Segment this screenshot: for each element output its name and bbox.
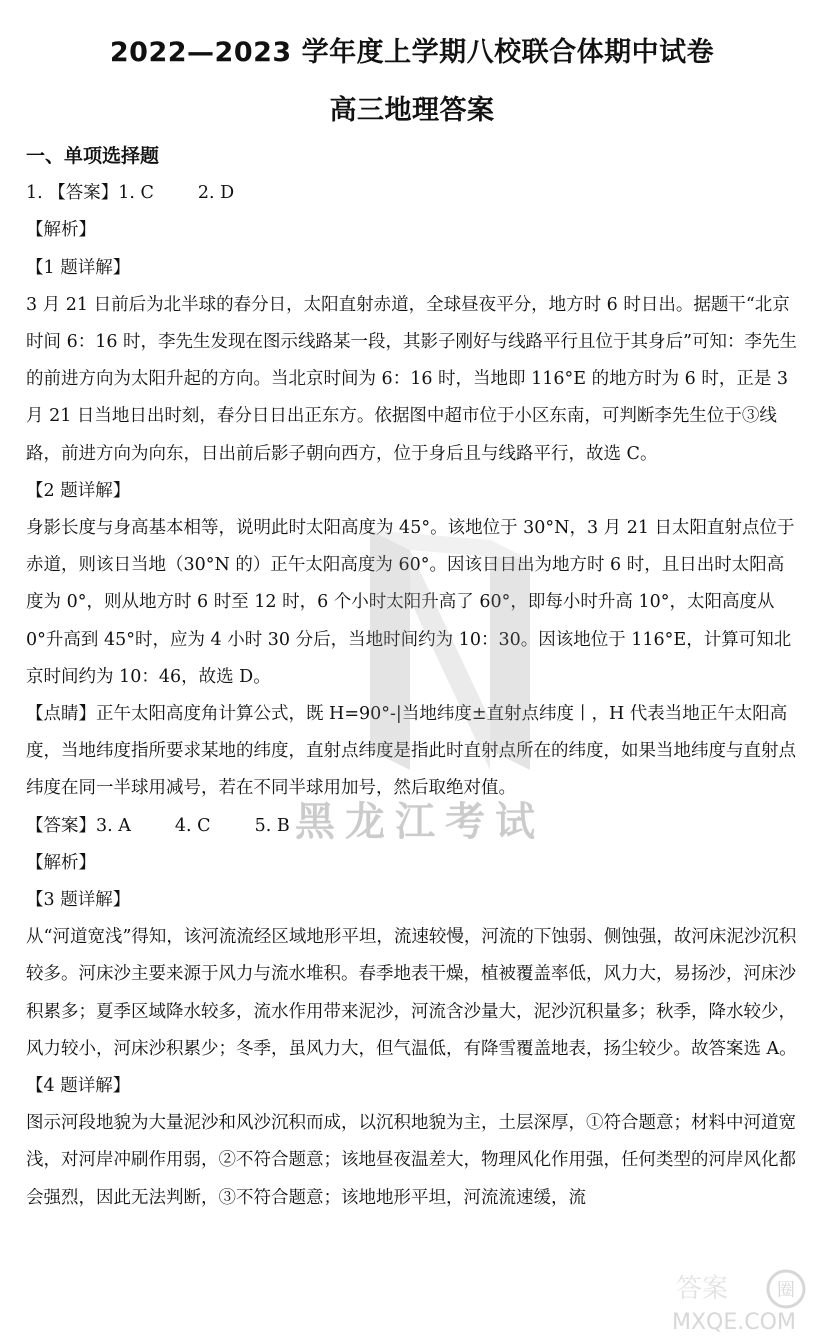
q2-detail-text: 身影长度与身高基本相等，说明此时太阳高度为 45°。该地位于 30°N，3 月 21 日太阳直射点位于赤道，则该日当地（30°N 的）正午太阳高度为 60°。因该日日出为地方时 6 时，且日出时太阳高度为 0°，则从地方时 6 时至 12 时，6 个小时太阳升高了 60°，即每小时升高 10°，太阳高度从 0°升高到 45°时，应为 4 小时 30 分后，当地时间约为 10：30。因该地位于 116°E，计算可知北京时间约为 10：46，故选 D。 (26, 518, 795, 687)
q1-detail-heading: 【1 题详解】 (26, 257, 131, 278)
dianjing-note: 【点睛】正午太阳高度角计算公式，既 H=90°-|当地纬度±直射点纬度丨，H 代表当地正午太阳高度，当地纬度指所要求某地的纬度，直射点纬度是指此时直射点所在的纬度，如果当地纬度与直射点纬度在同一半球用减号，若在不同半球用加号，然后取绝对值。 (26, 704, 796, 799)
document-subtitle: 高三地理答案 (329, 95, 495, 126)
q1-detail-text: 3 月 21 日前后为北半球的春分日，太阳直射赤道，全球昼夜平分，地方时 6 时日出。据题干“北京时间 6：16 时，李先生发现在图示线路某一段，其影子刚好与线路平行且位于其身后”可知：李先生的前进方向为太阳升起的方向。当北京时间为 6：16 时，当地即 116°E 的地方时为 6 时，正是 3 月 21 日当地日出时刻，春分日日出正东方。依据图中超市位于小区东南，可判断李先生位于③线路，前进方向为向东，日出前后影子朝向西方，位于身后且与线路平行，故选 C。 (26, 294, 797, 464)
answer-q2: 2. D (197, 183, 235, 204)
analysis-label: 【解析】 (26, 220, 96, 241)
q3-detail-heading: 【3 题详解】 (26, 890, 131, 911)
q2-detail-heading: 【2 题详解】 (26, 480, 131, 501)
answer-q3: 【答案】3. A (26, 815, 131, 836)
answer-line-q1-q2 (26, 175, 798, 212)
q4-detail-text: 图示河段地貌为大量泥沙和风沙沉积而成，以沉积地貌为主，土层深厚，①符合题意；材料中河道宽浅，对河岸冲刷作用弱，②不符合题意；该地昼夜温差大，物理风化作用强，任何类型的河岸风化都会强烈，因此无法判断，③不符合题意；该地地形平坦，河流流速缓，流 (26, 1113, 796, 1208)
answer-q1: 1. 【答案】1. C (26, 183, 154, 204)
watermark-text: 黑龙江考试 (295, 799, 545, 845)
answer-q4: 4. C (174, 815, 211, 836)
section-heading: 一、单项选择题 (26, 145, 160, 167)
svg-text:MXQE.COM: MXQE.COM (672, 1310, 796, 1335)
svg-text:圈: 圈 (777, 1280, 795, 1301)
answer-content (26, 138, 798, 1217)
analysis-label-2: 【解析】 (26, 852, 96, 873)
svg-text:答案: 答案 (676, 1274, 729, 1304)
answer-q5: 5. B (254, 815, 290, 836)
q3-detail-text: 从“河道宽浅”得知，该河流流经区域地形平坦，流速较慢，河流的下蚀弱、侧蚀强，故河床泥沙沉积较多。河床沙主要来源于风力与流水堆积。春季地表干燥，植被覆盖率低，风力大，易扬沙，河床沙积累多；夏季区域降水较多，流水作用带来泥沙，河流含沙量大，泥沙沉积量多；秋季，降水较少，风力较小，河床沙积累少；冬季，虽风力大，但气温低，有降雪覆盖地表，扬尘较少。故答案选 A。 (26, 927, 797, 1059)
q4-detail-heading: 【4 题详解】 (26, 1076, 131, 1097)
corner-watermark-logo (636, 1267, 816, 1337)
document-title: 2022—2023 学年度上学期八校联合体期中试卷 (109, 37, 715, 68)
answer-line-q3-q5 (26, 808, 798, 845)
